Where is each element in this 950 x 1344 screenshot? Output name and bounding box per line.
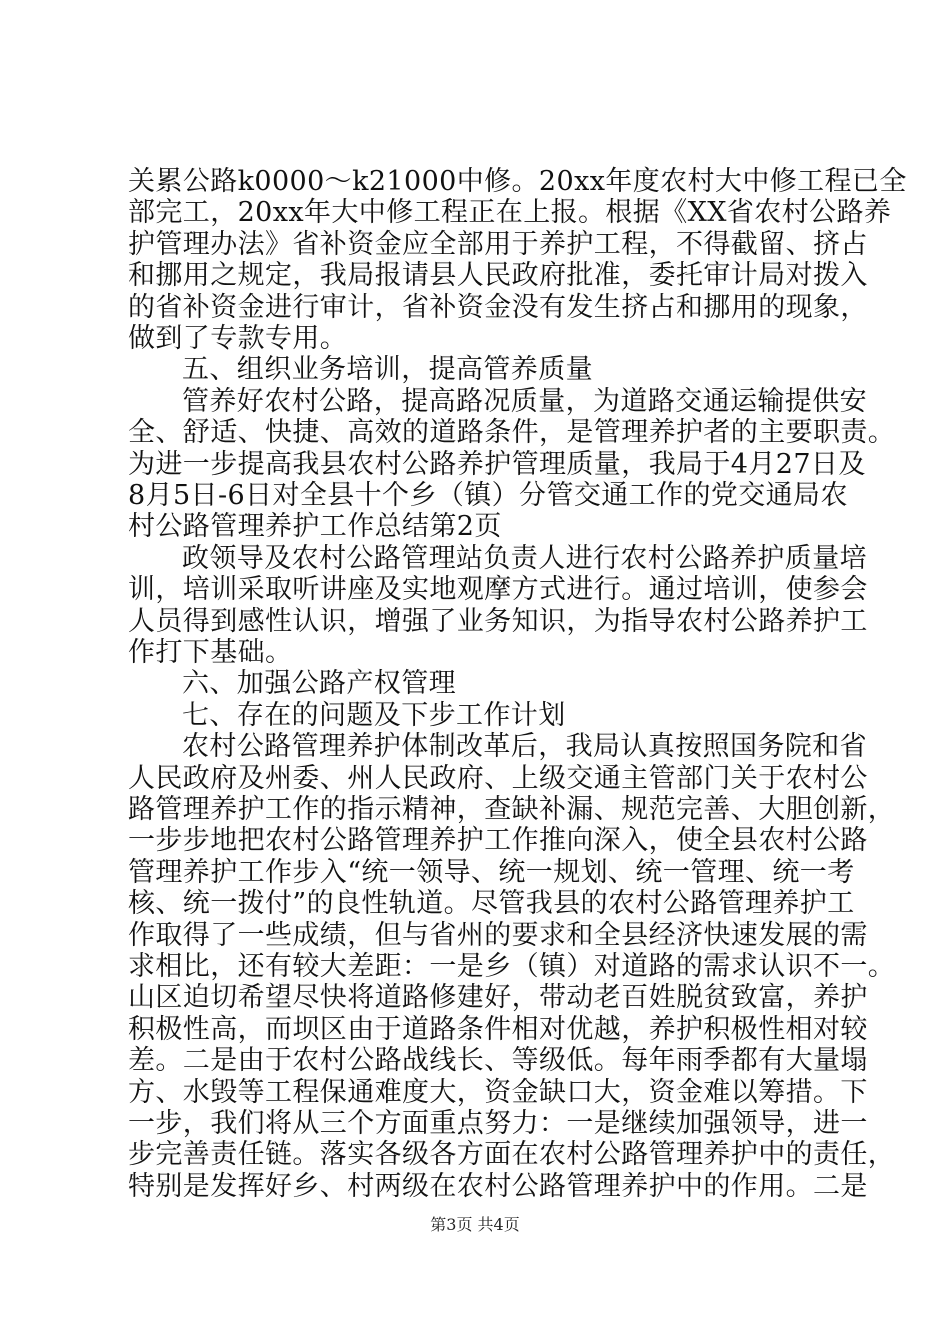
text-line: 管养好农村公路，提高路况质量，为道路交通运输提供安 [182, 386, 867, 417]
text-line: 求相比，还有较大差距：一是乡（镇）对道路的需求认识不一。 [128, 951, 896, 982]
text-line: 部完工，20xx年大中修工程正在上报。根据《XX省农村公路养 [128, 197, 892, 228]
section-heading: 六、加强公路产权管理 [182, 668, 456, 699]
text-line: 差。二是由于农村公路战线长、等级低。每年雨季都有大量塌 [128, 1045, 868, 1076]
text-line: 步完善责任链。落实各级各方面在农村公路管理养护中的责任， [128, 1139, 896, 1170]
text-line: 为进一步提高我县农村公路养护管理质量，我局于4月27日及 [128, 449, 866, 480]
text-line: 农村公路管理养护体制改革后，我局认真按照国务院和省 [182, 731, 867, 762]
page-footer: 第3页 共4页 [430, 1215, 520, 1234]
text-line: 核、统一拨付”的良性轨道。尽管我县的农村公路管理养护工 [128, 888, 855, 919]
text-line: 8月5日-6日对全县十个乡（镇）分管交通工作的党交通局农 [128, 480, 848, 511]
text-line: 人民政府及州委、州人民政府、上级交通主管部门关于农村公 [128, 763, 868, 794]
text-line: 全、舒适、快捷、高效的道路条件，是管理养护者的主要职责。 [128, 417, 896, 448]
text-line: 关累公路k0000～k21000中修。20xx年度农村大中修工程已全 [128, 166, 907, 197]
text-line: 山区迫切希望尽快将道路修建好，带动老百姓脱贫致富，养护 [128, 982, 868, 1013]
text-line: 训，培训采取听讲座及实地观摩方式进行。通过培训，使参会 [128, 574, 868, 605]
text-line: 的省补资金进行审计，省补资金没有发生挤占和挪用的现象， [128, 292, 868, 323]
text-line: 人员得到感性认识，增强了业务知识，为指导农村公路养护工 [128, 606, 868, 637]
text-line: 和挪用之规定，我局报请县人民政府批准，委托审计局对拨入 [128, 260, 868, 291]
section-heading: 七、存在的问题及下步工作计划 [182, 700, 566, 731]
text-line: 村公路管理养护工作总结第2页 [128, 511, 502, 542]
text-line: 特别是发挥好乡、村两级在农村公路管理养护中的作用。二是 [128, 1171, 868, 1202]
section-heading: 五、组织业务培训，提高管养质量 [182, 354, 593, 385]
text-line: 管理养护工作步入“统一领导、统一规划、统一管理、统一考 [128, 857, 855, 888]
text-line: 作打下基础。 [128, 637, 293, 668]
text-line: 一步，我们将从三个方面重点努力：一是继续加强领导，进一 [128, 1108, 868, 1139]
text-line: 路管理养护工作的指示精神，查缺补漏、规范完善、大胆创新， [128, 794, 896, 825]
text-line: 做到了专款专用。 [128, 323, 348, 354]
text-line: 护管理办法》省补资金应全部用于养护工程，不得截留、挤占 [128, 229, 868, 260]
text-line: 积极性高，而坝区由于道路条件相对优越，养护积极性相对较 [128, 1014, 868, 1045]
text-line: 政领导及农村公路管理站负责人进行农村公路养护质量培 [182, 543, 867, 574]
text-line: 一步步地把农村公路管理养护工作推向深入，使全县农村公路 [128, 825, 868, 856]
text-line: 作取得了一些成绩，但与省州的要求和全县经济快速发展的需 [128, 920, 868, 951]
text-line: 方、水毁等工程保通难度大，资金缺口大，资金难以筹措。下 [128, 1077, 868, 1108]
